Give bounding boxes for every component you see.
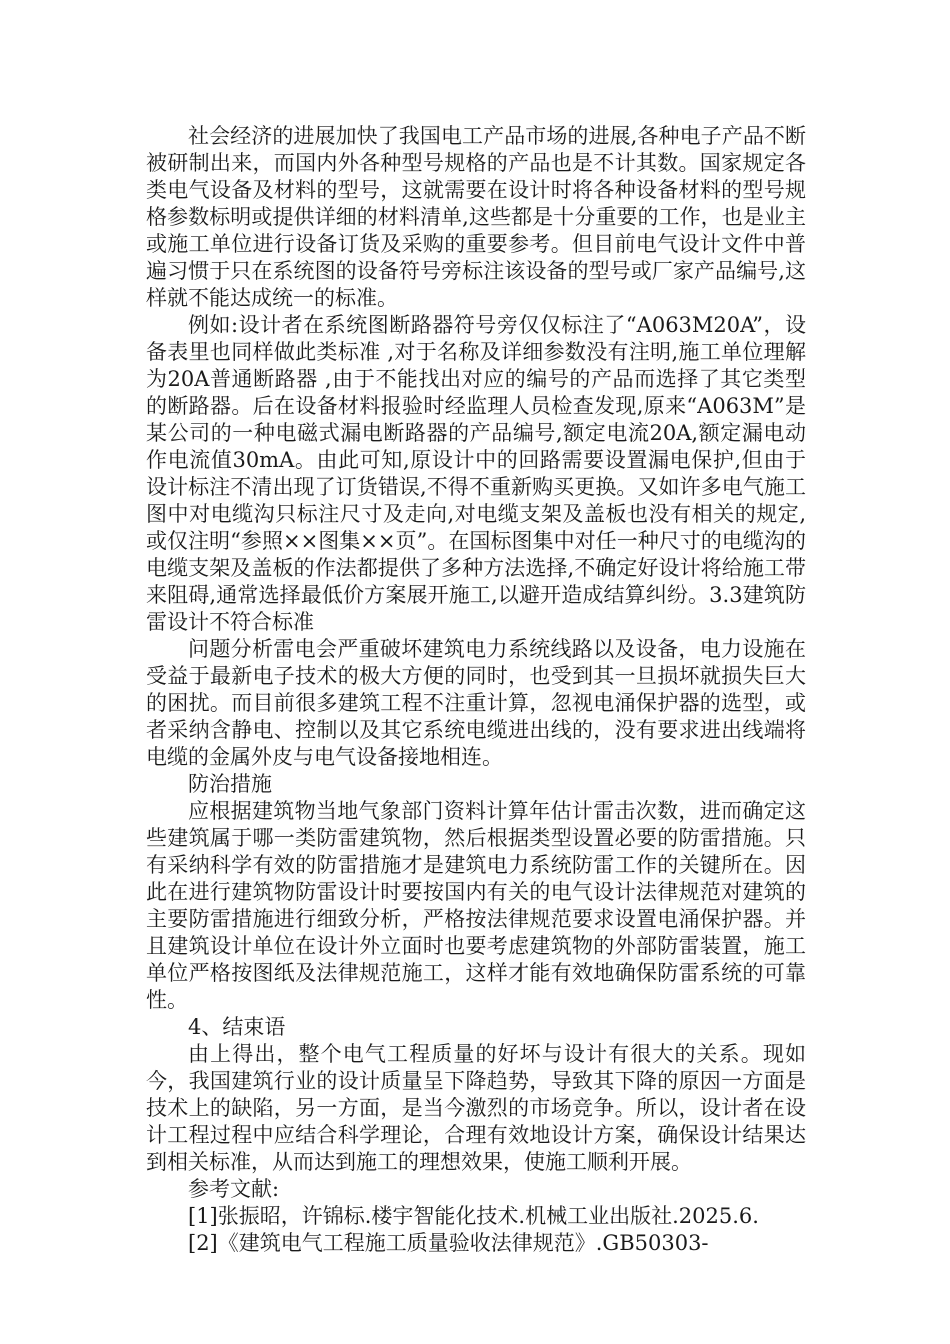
paragraph-conclusion: 由上得出，整个电气工程质量的好坏与设计有很大的关系。现如今，我国建筑行业的设计质量呈下降趋势，导致其下降的原因一方面是技术上的缺陷，另一方面，是当今激烈的市场竞争。所以，设计者在设计工程过程中应结合科学理论，合理有效地设计方案，确保设计结果达到相关标准，从而达到施工的理想效果，使施工顺利开展。	[146, 1042, 806, 1174]
paragraph-prevention-measures: 应根据建筑物当地气象部门资料计算年估计雷击次数，进而确定这些建筑属于哪一类防雷建筑物，然后根据类型设置必要的防雷措施。只有采纳科学有效的防雷措施才是建筑电力系统防雷工作的关键所在。因此在进行建筑物防雷设计时要按国内有关的电气设计法律规范对建筑的主要防雷措施进行细致分析，严格按法律规范要求设置电涌保护器。并且建筑设计单位在设计外立面时也要考虑建筑物的外部防雷装置，施工单位严格按图纸及法律规范施工，这样才能有效地确保防雷系统的可靠性。	[146, 799, 806, 1012]
paragraph-breaker-example: 例如:设计者在系统图断路器符号旁仅仅标注了“A063M20A”，设备表里也同样做此类标准 ,对于名称及详细参数没有注明,施工单位理解为20A普通断路器 ,由于不能找出对应的编号的产品而选择了其它类型的断路器。后在设备材料报验时经监理人员检查发现,原来“A063M”是某公司的一种电磁式漏电断路器的产品编号,额定电流20A,额定漏电动作电流值30mA。由此可知,原设计中的回路需要设置漏电保护,但由于设计标注不清出现了订货错误,不得不重新购买更换。又如许多电气施工图中对电缆沟只标注尺寸及走向,对电缆支架及盖板也没有相关的规定,或仅注明“参照××图集××页”。在国标图集中对任一种尺寸的电缆沟的电缆支架及盖板的作法都提供了多种方法选择,不确定好设计将给施工带来阻碍,通常选择最低价方案展开施工,以避开造成结算纠纷。3.3建筑防雷设计不符合标准	[146, 313, 806, 634]
reference-item: [1]张振昭，许锦标.楼宇智能化技术.机械工业出版社.2025.6.	[188, 1204, 759, 1228]
paragraph-lightning-problem: 问题分析雷电会严重破坏建筑电力系统线路以及设备，电力设施在受益于最新电子技术的极大方便的同时，也受到其一旦损坏就损失巨大的困扰。而目前很多建筑工程不注重计算，忽视电涌保护器的选型，或者采纳含静电、控制以及其它系统电缆进出线的，没有要求进出线端将电缆的金属外皮与电气设备接地相连。	[146, 637, 806, 769]
paragraph-market-development: 社会经济的进展加快了我国电工产品市场的进展,各种电子产品不断被研制出来，而国内外各种型号规格的产品也是不计其数。国家规定各类电气设备及材料的型号，这就需要在设计时将各种设备材料的型号规格参数标明或提供详细的材料清单,这些都是十分重要的工作，也是业主或施工单位进行设备订货及采购的重要参考。但目前电气设计文件中普遍习惯于只在系统图的设备符号旁标注该设备的型号或厂家产品编号,这样就不能达成统一的标准。	[146, 124, 806, 310]
document-page	[146, 123, 806, 1257]
reference-item: [2]《建筑电气工程施工质量验收法律规范》.GB50303-	[188, 1231, 709, 1255]
section-heading-conclusion: 4、结束语	[188, 1015, 286, 1039]
section-heading-prevention: 防治措施	[188, 772, 272, 796]
references-heading: 参考文献:	[188, 1177, 280, 1201]
